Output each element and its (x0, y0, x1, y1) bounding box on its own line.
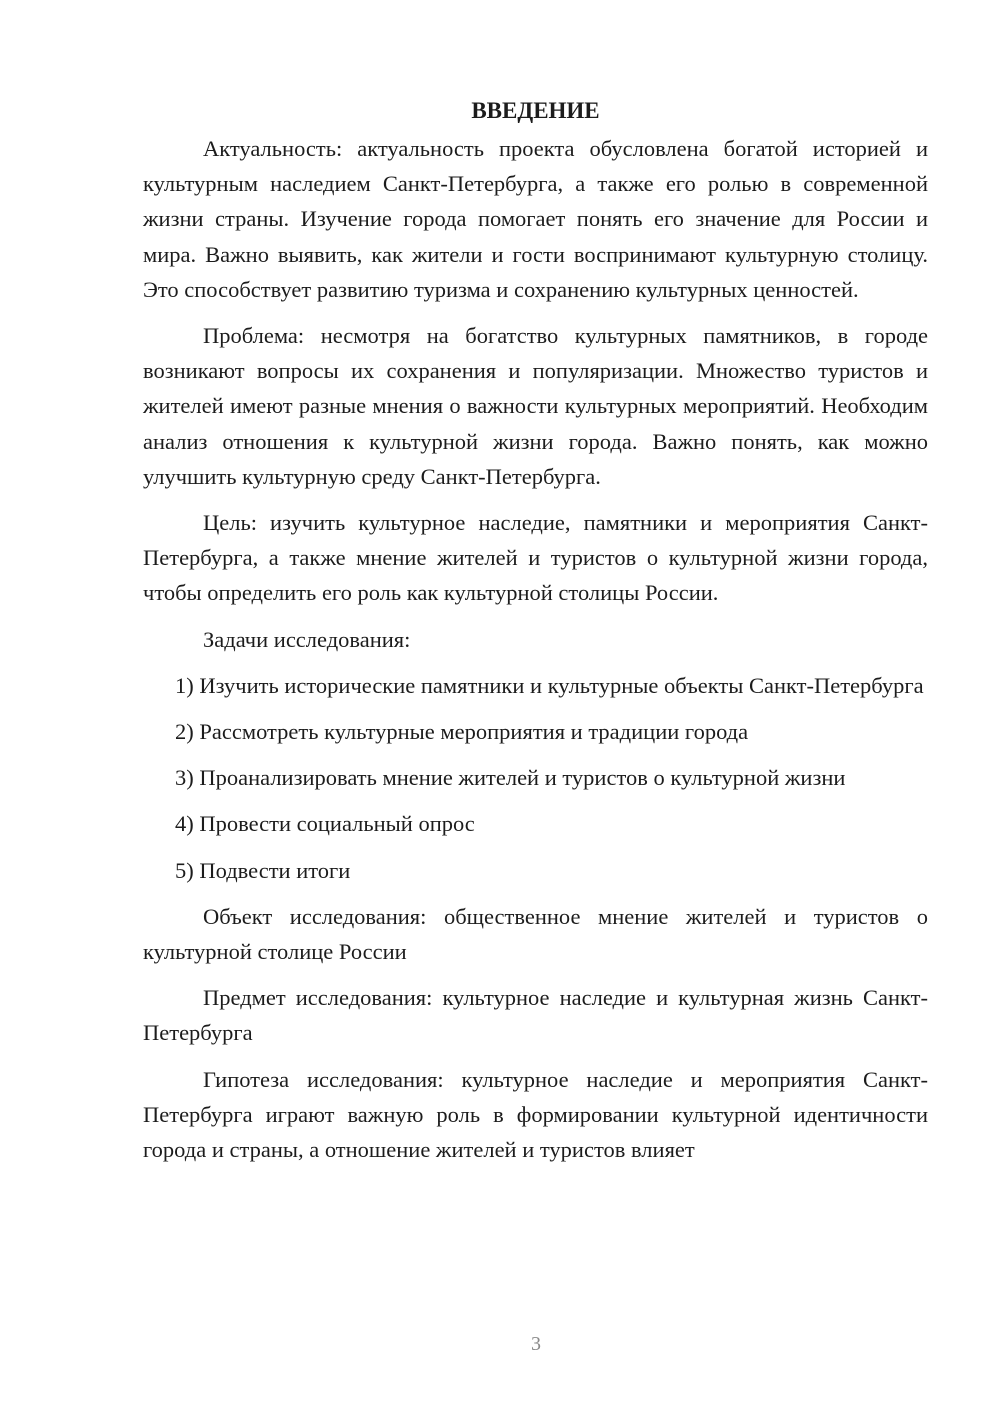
tasks-list (143, 668, 928, 888)
page-number: 3 (531, 1333, 541, 1355)
list-item: 1) Изучить исторические памятники и культурные объекты Санкт-Петербурга (175, 672, 924, 698)
list-item: 4) Провести социальный опрос (175, 811, 475, 837)
list-item: 2) Рассмотреть культурные мероприятия и традиции города (175, 719, 749, 745)
subject-paragraph: Предмет исследования: культурное наследие и культурная жизнь Санкт-Петербурга (143, 985, 928, 1046)
hypothesis-paragraph: Гипотеза исследования: культурное наследие и мероприятия Санкт-Петербурга играют важную роль в формировании культурной идентичности города и страны, а отношение жителей и туристов влияет (143, 1066, 928, 1163)
object-paragraph: Объект исследования: общественное мнение жителей и туристов о культурной столице России (143, 903, 928, 965)
relevance-paragraph: Актуальность: актуальность проекта обусловлена богатой историей и культурным наследием Санкт-Петербурга, а также его ролью в современной жизни страны. Изучение города помогает понять его значение для России и мира. Важно выявить, как жители и гости воспринимают культурную столицу. Это способствует развитию туризма и сохранению культурных ценностей. (143, 136, 928, 302)
tasks-title: Задачи исследования: (203, 626, 411, 652)
list-item: 5) Подвести итоги (175, 857, 351, 883)
document-page (143, 96, 928, 1178)
page-title: ВВЕДЕНИЕ (471, 98, 600, 123)
problem-paragraph: Проблема: несмотря на богатство культурных памятников, в городе возникают вопросы их сохранения и популяризации. Множество туристов и жителей имеют разные мнения о важности культурных мероприятий. Необходим анализ отношения к культурной жизни города. Важно понять, как можно улучшить культурную среду Санкт-Петербурга. (143, 323, 928, 489)
list-item: 3) Проанализировать мнение жителей и туристов о культурной жизни (175, 765, 846, 791)
goal-paragraph: Цель: изучить культурное наследие, памятники и мероприятия Санкт-Петербурга, а также мнение жителей и туристов о культурной жизни города, чтобы определить его роль как культурной столицы России. (143, 510, 928, 606)
